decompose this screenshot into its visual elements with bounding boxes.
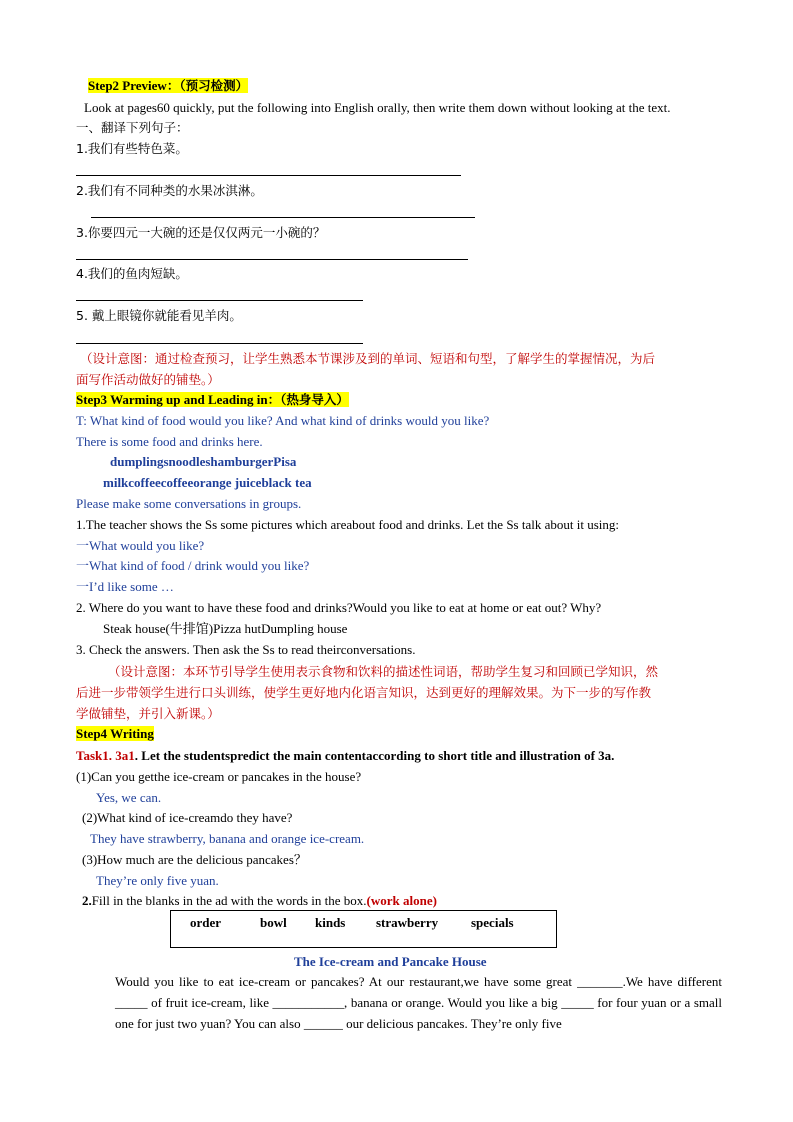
step2-design-note-1: （设计意图：通过检查预习，让学生熟悉本节课涉及到的单词、短语和句型，了解学生的掌握情况，为后 bbox=[80, 351, 656, 366]
sentence-2: 2.我们有不同种类的水果冰淇淋。 bbox=[76, 183, 263, 198]
answer-line-1 bbox=[76, 175, 461, 176]
fill-note: (work alone) bbox=[366, 893, 437, 908]
step3-design-note-1: （设计意图：本环节引导学生使用表示食物和饮料的描述性词语，帮助学生复习和回顾已学知识，然 bbox=[108, 664, 659, 679]
word-box-item: strawberry bbox=[376, 915, 439, 930]
teacher-question: T: What kind of food would you like? And what kind of drinks would you like? bbox=[76, 413, 490, 428]
step3-heading-label: Step3 Warming up and Leading in bbox=[76, 392, 268, 407]
step3-heading bbox=[76, 391, 349, 409]
word-box-item: specials bbox=[471, 915, 514, 930]
answer-line-4 bbox=[76, 300, 363, 301]
question-1: (1)Can you getthe ice-cream or pancakes in the house? bbox=[76, 769, 362, 784]
step3-item-3: 3. Check the answers. Then ask the Ss to read theirconversations. bbox=[76, 642, 416, 657]
answer-2: They have strawberry, banana and orange ice-cream. bbox=[90, 831, 365, 846]
sentence-3: 3.你要四元一大碗的还是仅仅两元一小碗的？ bbox=[76, 225, 326, 240]
step2-heading-cn: ：（预习检测） bbox=[166, 78, 249, 93]
sentence-4: 4.我们的鱼肉短缺。 bbox=[76, 266, 188, 281]
fill-text: Fill in the blanks in the ad with the words in the box. bbox=[91, 893, 367, 908]
task1-label: Task1. 3a1 bbox=[76, 748, 135, 763]
fill-instruction bbox=[82, 892, 437, 910]
step2-heading-label: Step2 Preview bbox=[88, 78, 167, 93]
step3-heading-cn: ：（热身导入） bbox=[267, 392, 349, 407]
food-list: dumplingsnoodleshamburgerPisa bbox=[110, 454, 297, 469]
step3-item-2: 2. Where do you want to have these food and drinks?Would you like to eat at home or eat out? Why? bbox=[76, 600, 602, 615]
task1-text: . Let the studentspredict the main contentaccording to short title and illustration of 3a. bbox=[134, 748, 615, 763]
step3-item-1: 1.The teacher shows the Ss some pictures which areabout food and drinks. Let the Ss talk about it using: bbox=[76, 517, 619, 532]
dialog-line-3: 一I’d like some … bbox=[76, 579, 174, 594]
answer-1: Yes, we can. bbox=[96, 790, 162, 805]
ad-title: The Ice-cream and Pancake House bbox=[294, 954, 487, 969]
answer-3: They’re only five yuan. bbox=[96, 873, 219, 888]
question-3: (3)How much are the delicious pancakes？ bbox=[82, 852, 307, 867]
task1-line bbox=[76, 747, 614, 765]
answer-line-2 bbox=[91, 217, 475, 218]
dialog-line-1: 一What would you like? bbox=[76, 538, 205, 553]
step3-design-note-3: 学做铺垫，并引入新课。） bbox=[76, 706, 220, 721]
ad-paragraph: Would you like to eat ice-cream or pancakes? At our restaurant,we have some great _______.We have different _____ of fruit ice-cream, like ___________, banana or orange. Would you like a big _____ for four yuan or a small one for just two yuan? You can also ______ our delicious pancakes. They’re only five bbox=[115, 974, 722, 1031]
word-box-item: kinds bbox=[315, 915, 346, 930]
answer-line-3 bbox=[76, 259, 468, 260]
conversation-instruction: Please make some conversations in groups. bbox=[76, 496, 302, 511]
fill-label: 2. bbox=[82, 893, 92, 908]
drink-list: milkcoffeecoffeeorange juiceblack tea bbox=[103, 475, 312, 490]
places-list: Steak house(牛排馆)Pizza hutDumpling house bbox=[103, 621, 348, 636]
translate-title: 一、翻译下列句子： bbox=[76, 120, 189, 135]
word-box-item: bowl bbox=[260, 915, 287, 930]
step2-heading bbox=[88, 77, 248, 95]
sentence-1: 1.我们有些特色菜。 bbox=[76, 141, 188, 156]
step4-heading-label: Step4 Writing bbox=[76, 726, 154, 741]
food-intro: There is some food and drinks here. bbox=[76, 434, 263, 449]
dialog-line-2: 一What kind of food / drink would you like? bbox=[76, 558, 310, 573]
answer-line-5 bbox=[76, 343, 363, 344]
question-2: (2)What kind of ice-creamdo they have? bbox=[82, 810, 293, 825]
sentence-5: 5. 戴上眼镜你就能看见羊肉。 bbox=[76, 308, 242, 323]
word-box-item: order bbox=[190, 915, 222, 930]
step2-design-note-2: 面写作活动做好的铺垫。） bbox=[76, 372, 220, 387]
step4-heading bbox=[76, 725, 154, 743]
word-box bbox=[170, 910, 557, 948]
step3-design-note-2: 后进一步带领学生进行口头训练，使学生更好地内化语言知识，达到更好的理解效果。为下一步的写作教 bbox=[76, 685, 652, 700]
step2-instruction: Look at pages60 quickly, put the following into English orally, then write them down without looking at the text. bbox=[84, 100, 671, 115]
